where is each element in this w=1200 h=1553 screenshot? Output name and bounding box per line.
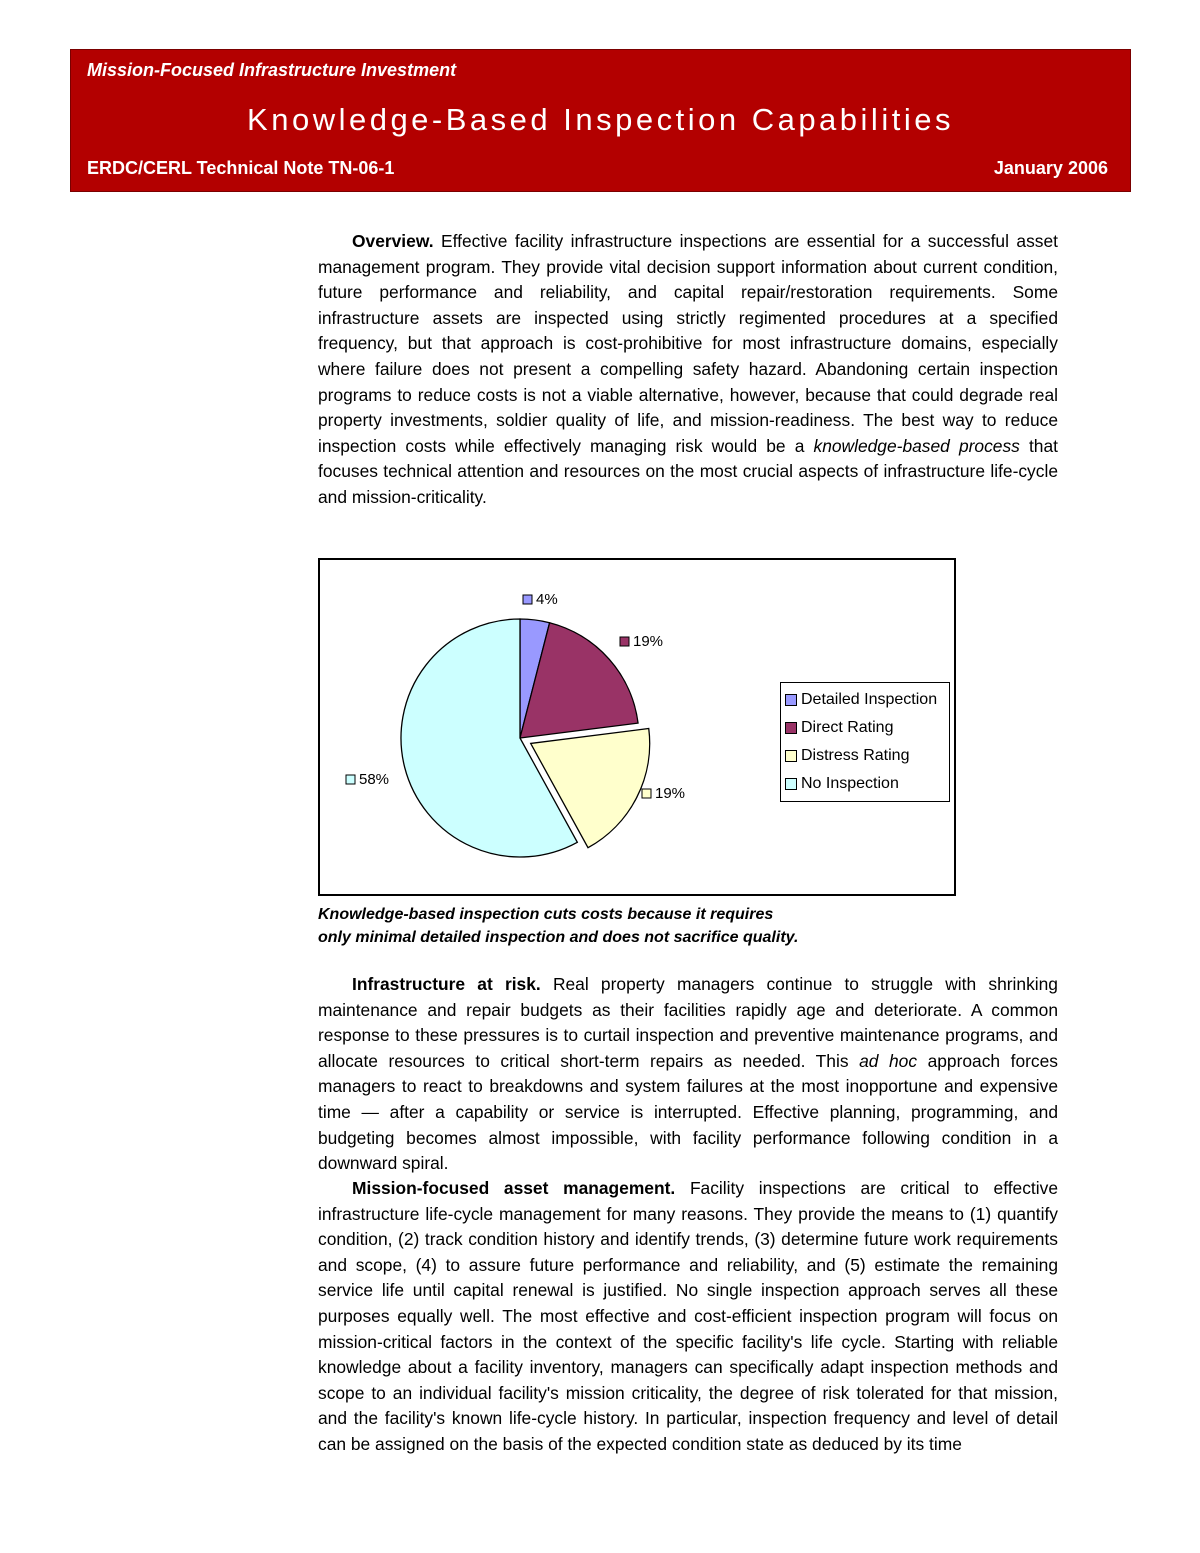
risk-text-b: approach forces managers to react to breakdowns and system failures at the most inopportune and expensive time — after a capability or service is interrupted. Effective planning, programming, and budgeting becomes almost impossible, with facility performance following condition in a downward spiral. — [318, 1050, 1058, 1174]
legend-swatch-distress — [785, 750, 797, 762]
legend-label-detailed: Detailed Inspection — [801, 691, 938, 708]
legend-label-direct: Direct Rating — [801, 719, 894, 736]
document-title: Knowledge-Based Inspection Capabilities — [247, 102, 954, 137]
risk-heading: Infrastructure at risk. — [352, 974, 541, 994]
overview-heading: Overview. — [352, 231, 434, 251]
legend-item-direct — [785, 714, 949, 742]
legend-label-none: No Inspection — [801, 775, 899, 792]
legend-swatch-none — [785, 778, 797, 790]
risk-text-a: Real property managers continue to struggle with shrinking maintenance and repair budgets as their facilities rapidly age and deteriorate. A common response to these pressures is to curtail inspection and preventive maintenance programs, and allocate resources to critical short-term repairs as needed. This — [318, 974, 1058, 1071]
overview-paragraph — [318, 229, 1058, 511]
legend-swatch-direct — [785, 722, 797, 734]
legend-label-distress: Distress Rating — [801, 747, 910, 764]
overview-text-b: that focuses technical attention and resources on the most crucial aspects of infrastructure life-cycle and mission-criticality. — [318, 435, 1058, 507]
mission-heading: Mission-focused asset management. — [352, 1178, 676, 1198]
risk-paragraph — [318, 972, 1058, 1177]
risk-emphasis: ad hoc — [859, 1050, 918, 1071]
mission-paragraph — [318, 1176, 1058, 1458]
legend-item-distress — [785, 742, 949, 770]
overview-emphasis: knowledge-based process — [813, 435, 1020, 456]
chart-legend — [780, 682, 950, 802]
legend-swatch-detailed — [785, 694, 797, 706]
data-label-swatch-distress — [642, 789, 651, 798]
data-label-swatch-direct — [620, 637, 629, 646]
legend-item-detailed — [785, 686, 949, 714]
technical-note-number: ERDC/CERL Technical Note TN-06-1 — [87, 158, 395, 178]
data-label-distress: 19% — [655, 785, 686, 802]
series-title: Mission-Focused Infrastructure Investment — [87, 60, 457, 80]
overview-text-a: Effective facility infrastructure inspections are essential for a successful asset management program. They provide vital decision support information about current condition, future performance and reliability, and capital repair/restoration requirements. Some infrastructure assets are inspected using strictly regimented procedures at a specified frequency, but that approach is cost-prohibitive for most infrastructure domains, especially where failure does not present a compelling safety hazard. Abandoning certain inspection programs to reduce costs is not a viable alternative, however, because that could degrade real property investments, soldier quality of life, and mission-readiness. The best way to reduce inspection costs while effectively managing risk would be a — [318, 231, 1058, 456]
mission-text: Facility inspections are critical to effective infrastructure life-cycle management for many reasons. They provide the means to (1) quantify condition, (2) track condition history and identify trends, (3) determine future work requirements and scope, (4) to assure future performance and reliability, and (5) estimate the remaining service life until capital renewal is justified. No single inspection approach serves all these purposes equally well. The most effective and cost-efficient inspection program will focus on mission-critical factors in the context of the specific facility's life cycle. Starting with reliable knowledge about a facility inventory, managers can specifically adapt inspection methods and scope to an individual facility's mission criticality, the degree of risk tolerated for that mission, and the facility's known life-cycle history. In particular, inspection frequency and level of detail can be assigned on the basis of the expected condition state as deduced by its time — [318, 1178, 1058, 1454]
data-label-swatch-none — [346, 775, 355, 784]
header-banner — [70, 49, 1131, 192]
caption-line-2: only minimal detailed inspection and does not sacrifice quality. — [318, 929, 799, 946]
data-label-none: 58% — [359, 771, 390, 788]
data-label-direct: 19% — [633, 633, 664, 650]
data-label-swatch-detailed — [523, 595, 532, 604]
data-label-detailed: 4% — [536, 591, 558, 608]
chart-caption — [318, 903, 918, 949]
legend-item-none — [785, 770, 949, 798]
publication-date: January 2006 — [993, 158, 1108, 178]
inspection-pie-chart — [318, 558, 956, 896]
caption-line-1: Knowledge-based inspection cuts costs because it requires — [318, 906, 774, 923]
